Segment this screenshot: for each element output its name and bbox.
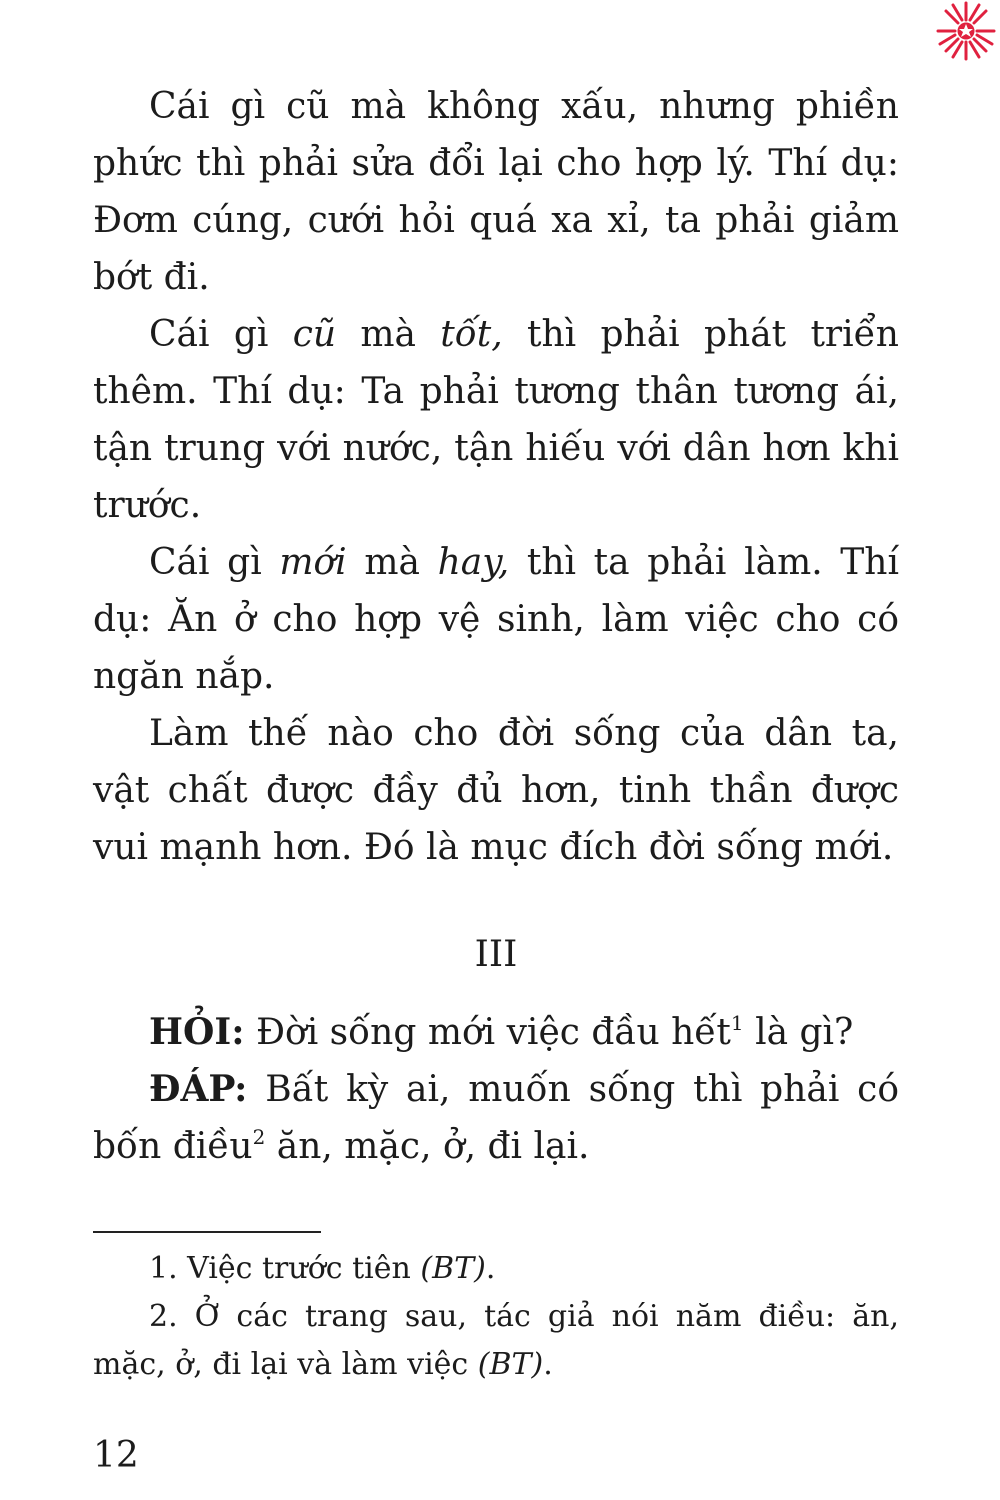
paragraph-2-text-b: mà xyxy=(336,314,441,355)
footnote-divider xyxy=(93,1231,321,1233)
publisher-star-logo-icon xyxy=(935,0,997,62)
footnote-2-end: . xyxy=(543,1347,553,1382)
footnote-2 xyxy=(93,1293,899,1389)
footnote-ref-2: 2 xyxy=(252,1125,266,1149)
answer-tail: ăn, mặc, ở, đi lại. xyxy=(265,1126,590,1167)
page-content xyxy=(93,78,899,1484)
paragraph-2-text-a: Cái gì xyxy=(149,314,293,355)
paragraph-4 xyxy=(93,705,899,876)
paragraph-3 xyxy=(93,534,899,705)
paragraph-3-text-c: thì ta phải làm. Thí dụ: Ăn ở cho hợp vệ sinh, làm việc cho có ngăn nắp. xyxy=(93,542,899,697)
paragraph-3-text-a: Cái gì xyxy=(149,542,280,583)
paragraph-2-text-c: thì phải phát triển thêm. Thí dụ: Ta phải tương thân tương ái, tận trung với nước, tận hiếu với dân hơn khi trước. xyxy=(93,314,899,526)
paragraph-4-text: Làm thế nào cho đời sống của dân ta, vật chất được đầy đủ hơn, tinh thần được vui mạnh hơn. Đó là mục đích đời sống mới. xyxy=(93,713,899,868)
page-number: 12 xyxy=(93,1435,139,1476)
footnote-1-ref: (BT) xyxy=(420,1251,486,1286)
footnote-2-ref: (BT) xyxy=(477,1347,544,1382)
question-tail: là gì? xyxy=(743,1012,854,1053)
paragraph-3-italic-hay: hay, xyxy=(437,542,510,583)
footnote-1-end: . xyxy=(485,1251,496,1286)
paragraph-2-italic-tot: tốt, xyxy=(440,314,503,355)
question-paragraph xyxy=(93,1004,899,1061)
paragraph-3-text-b: mà xyxy=(346,542,438,583)
paragraph-2-italic-cu: cũ xyxy=(292,314,337,355)
question-text: Đời sống mới việc đầu hết xyxy=(244,1012,731,1053)
footnote-ref-1: 1 xyxy=(730,1011,744,1035)
footnote-1 xyxy=(93,1245,899,1293)
paragraph-1-text: Cái gì cũ mà không xấu, nhưng phiền phức thì phải sửa đổi lại cho hợp lý. Thí dụ: Đơm cúng, cưới hỏi quá xa xỉ, ta phải giảm bớt đi. xyxy=(93,86,899,298)
footnote-2-text: 2. Ở các trang sau, tác giả nói năm điều: ăn, mặc, ở, đi lại và làm việc xyxy=(93,1299,899,1382)
section-heading: III xyxy=(474,934,518,975)
paragraph-1 xyxy=(93,78,899,306)
paragraph-3-italic-moi: mới xyxy=(279,542,347,583)
answer-paragraph xyxy=(93,1061,899,1175)
answer-text: Bất kỳ ai, muốn sống thì phải có bốn điều xyxy=(93,1069,899,1167)
answer-label: ĐÁP: xyxy=(149,1068,248,1110)
footnote-1-text: 1. Việc trước tiên xyxy=(149,1251,421,1286)
question-label: HỎI: xyxy=(149,1011,245,1053)
paragraph-2 xyxy=(93,306,899,534)
